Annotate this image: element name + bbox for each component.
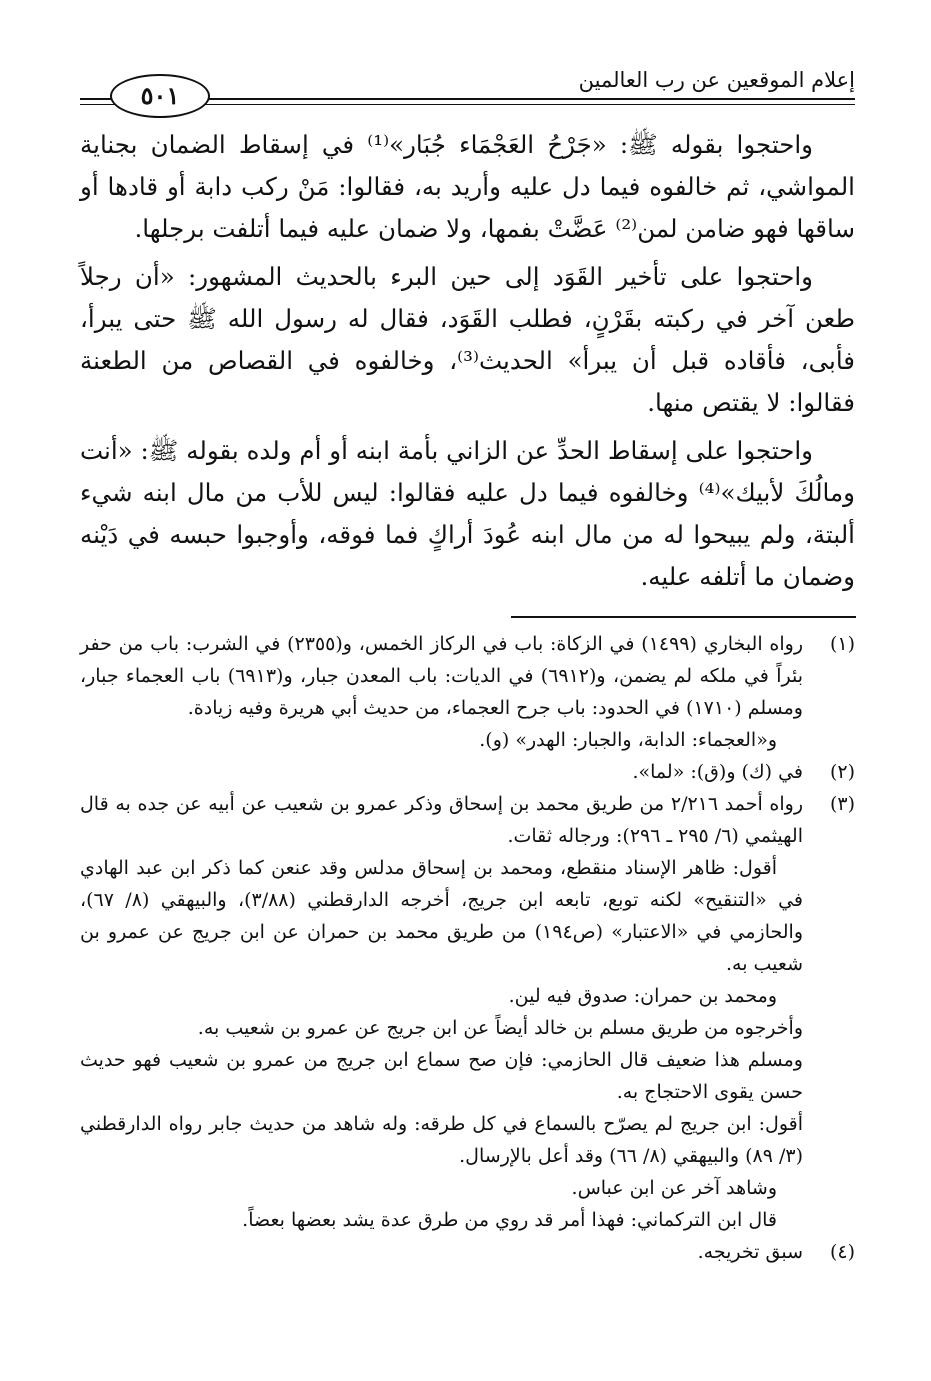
main-text (80, 124, 855, 598)
page-number-badge: ٥٠١ (110, 74, 210, 118)
footnote-line: و«العجماء: الدابة، والجبار: الهدر» (و). (479, 729, 777, 751)
footnote-line: أقول: ظاهر الإسناد منقطع، ومحمد بن إسحاق مدلس وقد عنعن كما ذكر ابن عبد الهادي في «التنقيح» لكنه توبع، تابعه ابن جريج، أخرجه الدارقطني (٣/٨٨)، والبيهقي (٨/ ٦٧)، والحازمي في «الاعتبار» (ص١٩٤) من طريق محمد بن حمران عن ابن جريج عن عمرو بن شعيب به. (80, 857, 804, 975)
footnote (80, 1236, 855, 1268)
paragraph: واحتجوا على إسقاط الحدِّ عن الزاني بأمة ابنه أو أم ولده بقوله ﷺ: «أنت ومالُكَ لأبيك»⁽⁴⁾ وخالفوه فيما دل عليه فقالوا: ليس للأب من مال ابنه شيء ألبتة، ولم يبيحوا له من مال ابنه عُودَ أراكٍ فما فوقه، وأوجبوا حبسه في دَيْنه وضمان ما أتلفه عليه. (80, 436, 855, 591)
footnote (80, 788, 855, 1236)
paragraph: واحتجوا على تأخير القَوَد إلى حين البرء بالحديث المشهور: «أن رجلاً طعن آخر في ركبته بقَرْنٍ، فطلب القَوَد، فقال له رسول الله ﷺ حتى يبرأ، فأبى، فأقاده قبل أن يبرأ» الحديث⁽³⁾، وخالفوه في القصاص من الطعنة فقالوا: لا يقتص منها. (80, 262, 856, 417)
footnote-line: ومسلم هذا ضعيف قال الحازمي: فإن صح سماع ابن جريج من عمرو بن شعيب فهو حديث حسن يقوى الاحتجاج به. (80, 1049, 803, 1103)
footnote (80, 628, 855, 756)
footnote-separator (511, 616, 856, 618)
footnote-line: ومحمد بن حمران: صدوق فيه لين. (508, 985, 777, 1007)
footnote-number: (٤) (829, 1241, 855, 1263)
footnote-number: (١) (829, 633, 855, 655)
footnote-line: قال ابن التركماني: فهذا أمر قد روي من طرق عدة يشد بعضها بعضاً. (242, 1209, 777, 1231)
footnote (80, 756, 855, 788)
book-title: إعلام الموقعين عن رب العالمين (578, 68, 855, 92)
footnote-line: رواه أحمد ٢/٢١٦ من طريق محمد بن إسحاق وذكر عمرو بن شعيب عن أبيه عن جده به قال الهيثمي (٦/ ٢٩٥ ـ ٢٩٦): ورجاله ثقات. (80, 793, 803, 847)
footnote-number: (٣) (829, 793, 855, 815)
footnote-line: أقول: ابن جريج لم يصرّح بالسماع في كل طرقه: وله شاهد من حديث جابر رواه الدارقطني (٣/ ٨٩) والبيهقي (٨/ ٦٦) وقد أعل بالإرسال. (80, 1113, 803, 1167)
footnote-line: وشاهد آخر عن ابن عباس. (571, 1177, 777, 1199)
footnote-line: في (ك) و(ق): «لما». (632, 761, 803, 783)
footnote-number: (٢) (829, 761, 855, 783)
footnote-line: رواه البخاري (١٤٩٩) في الزكاة: باب في الركاز الخمس، و(٢٣٥٥) في الشرب: باب من حفر بئراً في ملكه لم يضمن، و(٦٩١٢) في الديات: باب المعدن جبار، و(٦٩١٣) باب العجماء جبار، ومسلم (١٧١٠) في الحدود: باب جرح العجماء، من حديث أبي هريرة وفيه زيادة. (80, 633, 803, 719)
running-header (80, 62, 855, 122)
footnotes (80, 628, 855, 1268)
footnote-line: سبق تخريجه. (697, 1241, 803, 1263)
footnote-line: وأخرجوه من طريق مسلم بن خالد أيضاً عن ابن جريج عن عمرو بن شعيب به. (197, 1017, 803, 1039)
paragraph: واحتجوا بقوله ﷺ: «جَرْحُ العَجْمَاء جُبَار»⁽¹⁾ في إسقاط الضمان بجناية المواشي، ثم خالفوه فيما دل عليه وأريد به، فقالوا: مَنْ ركب دابة أو قادها أو ساقها فهو ضامن لمن⁽²⁾ عَضَّتْ بفمها، ولا ضمان عليه فيما أتلفت برجلها. (80, 130, 855, 243)
